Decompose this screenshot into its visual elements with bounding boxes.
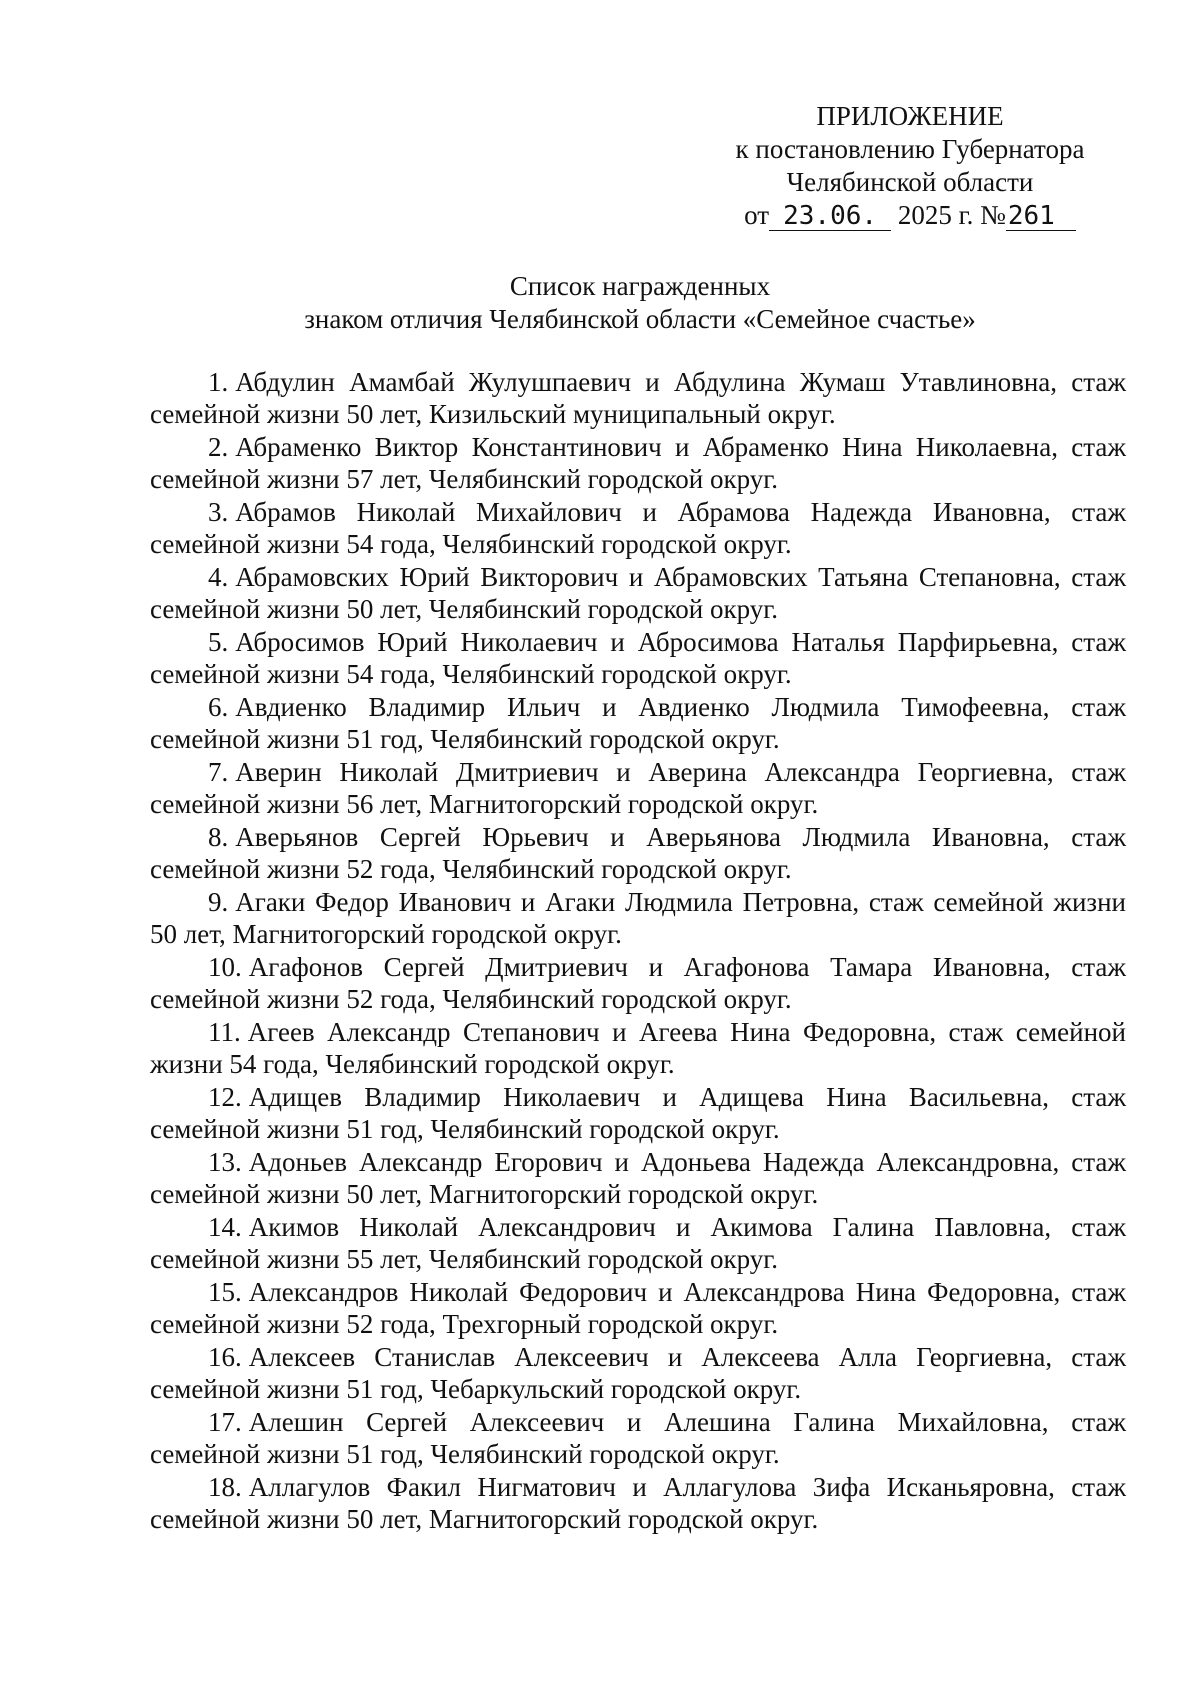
list-item [150, 1276, 1126, 1340]
awardees-list [150, 366, 1126, 1536]
item-text: Аллагулов Факил Нигматович и Аллагулова Зифа Исканьяровна, стаж семейной жизни 50 лет, Магнитогорский городской округ. [150, 1472, 1126, 1534]
list-item [150, 951, 1126, 1015]
list-item [150, 626, 1126, 690]
item-number: 9. [208, 887, 229, 917]
handwritten-date: 23.06. [769, 202, 891, 231]
list-item [150, 1471, 1126, 1535]
list-item [150, 431, 1126, 495]
item-number: 15. [208, 1277, 242, 1307]
item-number: 17. [208, 1407, 242, 1437]
item-number: 5. [208, 627, 229, 657]
item-number: 16. [208, 1342, 242, 1372]
item-text: Алексеев Станислав Алексеевич и Алексеева Алла Георгиевна, стаж семейной жизни 51 год, Чебаркульский городской округ. [150, 1342, 1126, 1404]
item-number: 3. [208, 497, 229, 527]
item-text: Абраменко Виктор Константинович и Абраменко Нина Николаевна, стаж семейной жизни 57 лет, Челябинский городской округ. [150, 432, 1126, 494]
item-number: 8. [208, 822, 229, 852]
list-item [150, 886, 1126, 950]
list-item [150, 1081, 1126, 1145]
item-text: Абрамовских Юрий Викторович и Абрамовских Татьяна Степановна, стаж семейной жизни 50 лет, Челябинский городской округ. [150, 562, 1126, 624]
item-number: 2. [208, 432, 229, 462]
item-number: 11. [208, 1017, 241, 1047]
document-title [150, 270, 1130, 336]
list-item [150, 691, 1126, 755]
item-text: Агаки Федор Иванович и Агаки Людмила Петровна, стаж семейной жизни 50 лет, Магнитогорский городской округ. [150, 887, 1126, 949]
year-and-number-label: 2025 г. № [897, 200, 1006, 230]
item-number: 13. [208, 1147, 242, 1177]
item-number: 6. [208, 692, 229, 722]
list-item [150, 1146, 1126, 1210]
item-text: Авдиенко Владимир Ильич и Авдиенко Людмила Тимофеевна, стаж семейной жизни 51 год, Челябинский городской округ. [150, 692, 1126, 754]
item-text: Абросимов Юрий Николаевич и Абросимова Наталья Парфирьевна, стаж семейной жизни 54 года, Челябинский городской округ. [150, 627, 1126, 689]
item-text: Агафонов Сергей Дмитриевич и Агафонова Тамара Ивановна, стаж семейной жизни 52 года, Челябинский городской округ. [150, 952, 1126, 1014]
title-line-1: Список награжденных [509, 271, 771, 301]
handwritten-decree-number: 261 [1006, 202, 1076, 231]
item-number: 18. [208, 1472, 242, 1502]
item-number: 1. [208, 367, 229, 397]
list-item [150, 561, 1126, 625]
list-item [150, 366, 1126, 430]
list-item [150, 1211, 1126, 1275]
item-number: 4. [208, 562, 229, 592]
list-item [150, 1406, 1126, 1470]
title-line-2: знаком отличия Челябинской области «Семейное счастье» [304, 304, 976, 334]
list-item [150, 1016, 1126, 1080]
item-text: Аверин Николай Дмитриевич и Аверина Александра Георгиевна, стаж семейной жизни 56 лет, Магнитогорский городской округ. [150, 757, 1126, 819]
item-text: Агеев Александр Степанович и Агеева Нина Федоровна, стаж семейной жизни 54 года, Челябинский городской округ. [150, 1017, 1126, 1079]
decree-date-line [700, 199, 1120, 232]
appendix-header [700, 100, 1120, 232]
list-item [150, 821, 1126, 885]
region-name: Челябинской области [786, 167, 1034, 197]
item-number: 7. [208, 757, 229, 787]
list-item [150, 1341, 1126, 1405]
appendix-label: ПРИЛОЖЕНИЕ [816, 101, 1004, 131]
list-item [150, 756, 1126, 820]
item-number: 12. [208, 1082, 242, 1112]
list-item [150, 496, 1126, 560]
item-text: Адоньев Александр Егорович и Адоньева Надежда Александровна, стаж семейной жизни 50 лет, Магнитогорский городской округ. [150, 1147, 1126, 1209]
item-text: Аверьянов Сергей Юрьевич и Аверьянова Людмила Ивановна, стаж семейной жизни 52 года, Челябинский городской округ. [150, 822, 1126, 884]
item-number: 14. [208, 1212, 242, 1242]
item-text: Абдулин Амамбай Жулушпаевич и Абдулина Жумаш Утавлиновна, стаж семейной жизни 50 лет, Кизильский муниципальный округ. [150, 367, 1126, 429]
item-text: Адищев Владимир Николаевич и Адищева Нина Васильевна, стаж семейной жизни 51 год, Челябинский городской округ. [150, 1082, 1126, 1144]
date-prefix: от [744, 200, 770, 230]
item-text: Акимов Николай Александрович и Акимова Галина Павловна, стаж семейной жизни 55 лет, Челябинский городской округ. [150, 1212, 1126, 1274]
item-text: Алешин Сергей Алексеевич и Алешина Галина Михайловна, стаж семейной жизни 51 год, Челябинский городской округ. [150, 1407, 1126, 1469]
item-text: Абрамов Николай Михайлович и Абрамова Надежда Ивановна, стаж семейной жизни 54 года, Челябинский городской округ. [150, 497, 1126, 559]
item-text: Александров Николай Федорович и Александрова Нина Федоровна, стаж семейной жизни 52 года, Трехгорный городской округ. [150, 1277, 1126, 1339]
item-number: 10. [208, 952, 242, 982]
decree-reference: к постановлению Губернатора [735, 134, 1085, 164]
